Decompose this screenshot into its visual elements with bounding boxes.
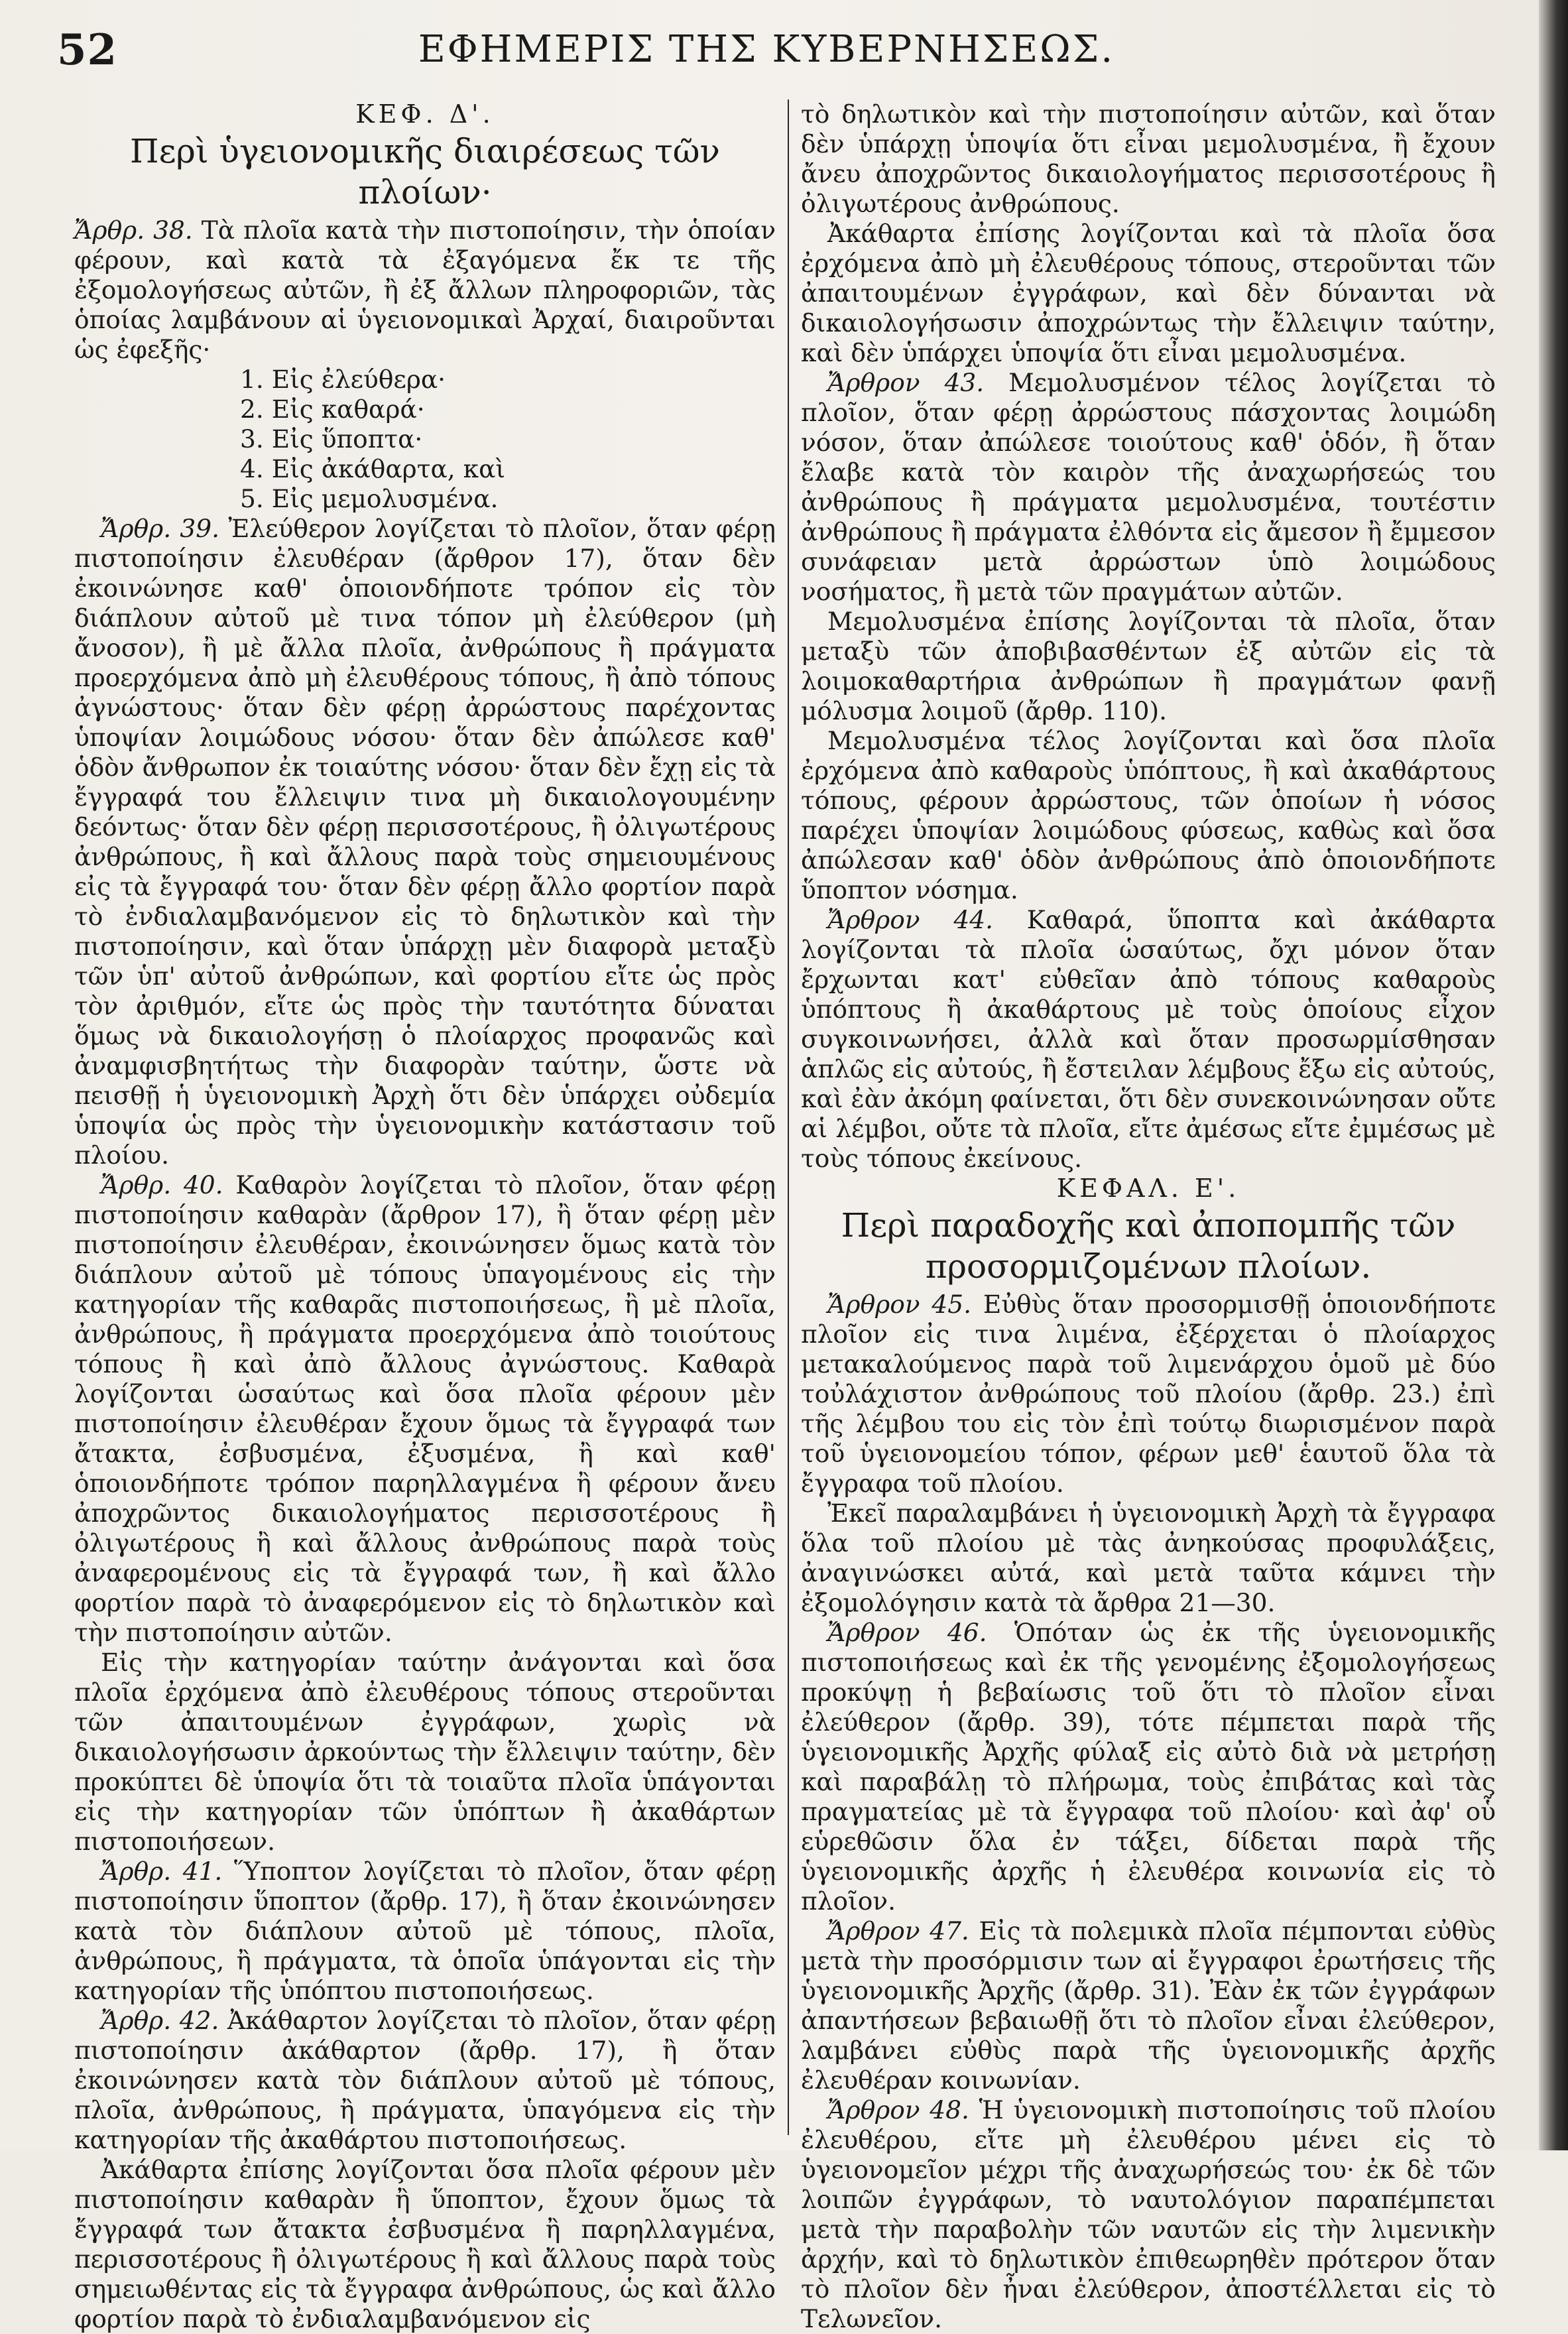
article-label: Ἄρθρον 44. [827,905,993,934]
chapter-title: Περὶ ὑγειονομικῆς διαιρέσεως τῶν πλοίων· [130,132,720,212]
article-46 [801,1618,1496,1916]
chapter-heading: ΚΕΦΑΛ. Ε'. [1056,1174,1240,1203]
paragraph: Μεμολυσμένα τέλος λογίζονται καὶ ὅσα πλοῖα ἐρχόμενα ἀπὸ καθαροὺς ὑπόπτους, ἢ καὶ ἀκαθάρτους τόπους, φέρουν ἀρρώστους, τῶν ὁποίων ἡ νόσος παρέχει ὑποψίαν λοιμώδους φύσεως, καθὼς καὶ ὅσα ἀπώλεσαν καθ' ὁδὸν ἀνθρώπους ἀπὸ ὁποιονδήποτε ὕποπτον νόσημα. [801,726,1496,904]
article-text: Ὁπόταν ὡς ἐκ τῆς ὑγειονομικῆς πιστοποιήσεως καὶ ἐκ τῆς γενομένης ἐξομολογήσεως προκύψῃ ἡ βεβαίωσις τοῦ ὅτι τὸ πλοῖον εἶναι ἐλεύθερον (ἄρθρ. 39), τότε πέμπεται παρὰ τῆς ὑγειονομικῆς Ἀρχῆς φύλαξ εἰς αὐτὸ διὰ νὰ μετρήσῃ καὶ παραβάλῃ τὸ πλήρωμα, τοὺς ἐπιβάτας καὶ τὰς πραγματείας μὲ τὰ ἔγγραφα τοῦ πλοίου· καὶ ἀφ' οὗ εὑρεθῶσιν ὅλα ἐν τάξει, δίδεται παρὰ τῆς ὑγειονομικῆς ἀρχῆς ἡ ἐλευθέρα κοινωνία εἰς τὸ πλοῖον. [801,1618,1496,1916]
article-text: Εὐθὺς ὅταν προσορμισθῇ ὁποιονδήποτε πλοῖον εἰς τινα λιμένα, ἐξέρχεται ὁ πλοίαρχος μετακαλούμενος παρὰ τοῦ λιμενάρχου ὁμοῦ μὲ δύο τοὐλάχιστον ἀνθρώπους τοῦ πλοίου (ἄρθρ. 23.) ἐπὶ τῆς λέμβου του εἰς τὸν ἐπὶ τούτῳ διωρισμένον παρὰ τοῦ ὑγειονομείου τόπον, φέρων μεθ' ἑαυτοῦ ὅλα τὰ ἔγγραφα τοῦ πλοίου. [801,1290,1496,1498]
article-text: Ἐλεύθερον λογίζεται τὸ πλοῖον, ὅταν φέρῃ πιστοποίησιν ἐλευθέραν (ἄρθρον 17), ὅταν δὲν ἐκοινώνησε καθ' ὁποιονδήποτε τρόπον εἰς τὸν διάπλουν αὐτοῦ μὲ τινα τόπον μὴ ἐλεύθερον (μὴ ἄνοσον), ἢ μὲ ἄλλα πλοῖα, ἀνθρώπους ἢ πράγματα προερχόμενα ἀπὸ μὴ ἐλευθέρους τόπους, ἢ ἀπὸ τόπους ἀγνώστους· ὅταν δὲν φέρῃ ἀρρώστους παρέχοντας ὑποψίαν λοιμώδους νόσου· ὅταν δὲν ἀπώλεσε καθ' ὁδὸν ἄνθρωπον ἐκ τοιαύτης νόσου· ὅταν δὲν ἔχῃ εἰς τὰ ἔγγραφά του ἔλλειψιν τινα μὴ δικαιολογουμένην δεόντως· ὅταν δὲν φέρῃ περισσοτέρους, ἢ ὀλιγωτέρους ἀνθρώπους, ἢ καὶ ἄλλους παρὰ τοὺς σημειουμένους εἰς τὰ ἔγγραφά του· ὅταν δὲν φέρῃ ἄλλο φορτίον παρὰ τὸ ἐνδιαλαμβανόμενον εἰς τὸ δηλωτικὸν καὶ τὴν πιστοποίησιν, καὶ ὅταν ὑπάρχῃ μὲν διαφορὰ μεταξὺ τῶν ὑπ' αὐτοῦ ἀνθρώπων, καὶ φορτίου εἴτε ὡς πρὸς τὸν ἀριθμόν, εἴτε ὡς πρὸς τὴν ταυτότητα δύναται ὅμως νὰ δικαιολογήσῃ ὁ πλοίαρχος προφανῶς καὶ ἀναμφισβητήτως τὴν διαφορὰν ταύτην, ὥστε νὰ πεισθῇ ἡ ὑγειονομικὴ Ἀρχὴ ὅτι δὲν ὑπάρχει οὐδεμία ὑποψία ὡς πρὸς τὴν ὑγειονομικὴν κατάστασιν τοῦ πλοίου. [74,514,776,1170]
article-38 [74,215,776,365]
article-41 [74,1857,776,2006]
article-text: Ἡ ὑγειονομικὴ πιστοποίησις τοῦ πλοίου ἐλευθέρου, εἴτε μὴ ἐλευθέρου μένει εἰς τὸ ὑγειονομεῖον μέχρι τῆς ἀναχωρήσεώς του· ἐκ δὲ τῶν λοιπῶν ἐγγράφων, τὸ ναυτολόγιον παραπέμπεται μετὰ τὴν παραβολὴν τῶν ναυτῶν εἰς τὴν λιμενικὴν ἀρχήν, καὶ τὸ δηλωτικὸν ἐπιθεωρηθὲν πρότερον ὅταν τὸ πλοῖον δὲν ἦναι ἐλεύθερον, ἀποστέλλεται εἰς τὸ Τελωνεῖον. [801,2095,1496,2333]
left-column [74,99,776,2333]
running-title: ΕΦΗΜΕΡΙΣ ΤΗΣ ΚΥΒΕΡΝΗΣΕΩΣ. [418,28,1115,71]
list-item: 4. Εἰς ἀκάθαρτα, καὶ [240,454,506,483]
right-column [801,99,1496,2333]
paragraph: Μεμολυσμένα ἐπίσης λογίζονται τὰ πλοῖα, ὅταν μεταξὺ τῶν ἀποβιβασθέντων ἐξ αὐτῶν εἰς τὰ λοιμοκαθαρτήρια ἀνθρώπων ἢ πραγμάτων φανῇ μόλυσμα λοιμοῦ (ἄρθρ. 110). [801,607,1496,725]
paragraph: Εἰς τὴν κατηγορίαν ταύτην ἀνάγονται καὶ ὅσα πλοῖα ἐρχόμενα ἀπὸ ἐλευθέρους τόπους στεροῦνται τῶν ἀπαιτουμένων ἐγγράφων, χωρὶς νὰ δικαιολογήσωσιν ἀρκούντως τὴν ἔλλειψιν ταύτην, δὲν προκύπτει δὲ ὑποψία ὅτι τὰ τοιαῦτα πλοῖα ὑπάγονται εἰς τὴν κατηγορίαν τῶν ὑπόπτων ἢ ἀκαθάρτων πιστοποιήσεων. [74,1648,776,1856]
paragraph: Ἀκάθαρτα ἐπίσης λογίζονται καὶ τὰ πλοῖα ὅσα ἐρχόμενα ἀπὸ μὴ ἐλευθέρους τόπους, στεροῦνται τῶν ἀπαιτουμένων ἐγγράφων, καὶ δὲν δύνανται νὰ δικαιολογήσωσιν ἀποχρώντως τὴν ἔλλειψιν ταύτην, καὶ δὲν ὑπάρχει ὑποψία ὅτι εἶναι μεμολυσμένα. [801,219,1496,367]
article-45 [801,1290,1496,1499]
paragraph: τὸ δηλωτικὸν καὶ τὴν πιστοποίησιν αὐτῶν, καὶ ὅταν δὲν ὑπάρχῃ ὑποψία ὅτι εἶναι μεμολυσμένα, ἢ ἔχουν ἄνευ ἀποχρῶντος δικαιολογήματος περισσοτέρους ἢ ὀλιγωτέρους ἀνθρώπους. [801,99,1496,218]
column-divider [788,99,789,2135]
article-label: Ἄρθρον 46. [827,1618,987,1647]
page-number: 52 [57,25,118,75]
article-label: Ἄρθρ. 38. [74,215,193,245]
article-48 [801,2095,1496,2334]
list-item: 2. Εἰς καθαρά· [240,395,425,424]
paragraph: Ἐκεῖ παραλαμβάνει ἡ ὑγειονομικὴ Ἀρχὴ τὰ ἔγγραφα ὅλα τοῦ πλοίου μὲ τὰς ἀνηκούσας προφυλάξεις, ἀναγινώσκει αὐτά, καὶ μετὰ ταῦτα κάμνει τὴν ἐξομολόγησιν κατὰ τὰ ἄρθρα 21—30. [801,1499,1496,1617]
article-47 [801,1916,1496,2095]
page-header [57,23,1476,95]
article-text: Καθαρὸν λογίζεται τὸ πλοῖον, ὅταν φέρῃ πιστοποίησιν καθαρὰν (ἄρθρον 17), ἢ ὅταν φέρῃ μὲν πιστοποίησιν ἐλευθέραν, ἐκοινώνησεν ὅμως κατὰ τὸν διάπλουν αὐτοῦ μὲ τόπους ὑπαγομένους εἰς τὴν κατηγορίαν τῆς καθαρᾶς πιστοποιήσεως, ἢ μὲ πλοῖα, ἀνθρώπους, ἢ πράγματα προερχόμενα ἀπὸ τοιούτους τόπους ἢ καὶ ἀπὸ ἄλλους ἀγνώστους. Καθαρὰ λογίζονται ὡσαύτως καὶ ὅσα πλοῖα φέρουν μὲν πιστοποίησιν ἐλευθέραν ἔχουν ὅμως τὰ ἔγγραφά των ἄτακτα, ἐσβυσμένα, ἐξυσμένα, ἢ καὶ καθ' ὁποιονδήποτε τρόπον παρηλλαγμένα ἢ φέρουν ἄνευ ἀποχρῶντος δικαιολογήματος περισσοτέρους ἢ ὀλιγωτέρους ἢ καὶ ἄλλους ἀνθρώπους παρὰ τοὺς ἀναφερομένους εἰς τὰ ἔγγραφά των, ἢ καὶ ἄλλο φορτίον παρὰ τὸ ἀναφερόμενον εἰς τὸ δηλωτικὸν καὶ τὴν πιστοποίησιν αὐτῶν. [74,1170,776,1647]
article-label: Ἄρθρον 43. [827,368,985,397]
article-text: Ὕποπτον λογίζεται τὸ πλοῖον, ὅταν φέρῃ πιστοποίησιν ὕποπτον (ἄρθρ. 17), ἢ ὅταν ἐκοινώνησεν κατὰ τὸν διάπλουν αὐτοῦ μὲ τόπους, πλοῖα, ἀνθρώπους, ἢ πράγματα, τὰ ὁποῖα ὑπάγονται εἰς τὴν κατηγορίαν τῆς ὑπόπτου πιστοποιήσεως. [74,1857,776,2005]
book-binding-edge [1539,0,1568,2150]
article-43 [801,368,1496,607]
article-label: Ἄρθρον 47. [827,1916,969,1945]
chapter-title: Περὶ παραδοχῆς καὶ ἀποπομπῆς τῶν προσορμιζομένων πλοίων. [841,1206,1456,1286]
list-item: 3. Εἰς ὕποπτα· [240,424,423,454]
article-text: Εἰς τὰ πολεμικὰ πλοῖα πέμπονται εὐθὺς μετὰ τὴν προσόρμισιν των αἱ ἔγγραφοι ἐρωτήσεις τῆς ὑγειονομικῆς Ἀρχῆς (ἄρθρ. 31). Ἐὰν ἐκ τῶν ἐγγράφων ἀπαντήσεων βεβαιωθῇ ὅτι τὸ πλοῖον εἶναι ἐλεύθερον, λαμβάνει εὐθὺς παρὰ τῆς ὑγειονομικῆς ἀρχῆς ἐλευθέραν κοινωνίαν. [801,1916,1496,2095]
article-42 [74,2006,776,2155]
article-text: Καθαρά, ὕποπτα καὶ ἀκάθαρτα λογίζονται τὰ πλοῖα ὡσαύτως, ὄχι μόνον ὅταν ἔρχωνται κατ' εὐθεῖαν ἀπὸ τόπους καθαροὺς ὑπόπτους ἢ ἀκαθάρτους μὲ τοὺς ὁποίους εἶχον συγκοινωνήσει, ἀλλὰ καὶ ὅταν προσωρμίσθησαν ἁπλῶς εἰς αὐτούς, ἢ ἔστειλαν λέμβους ἔξω εἰς αὐτούς, καὶ ἐὰν ἀκόμη φαίνεται, ὅτι δὲν συνεκοινώνησαν οὔτε αἱ λέμβοι, οὔτε τὰ πλοῖα, εἴτε ἀμέσως εἴτε ἐμμέσως μὲ τοὺς τόπους ἐκείνους. [801,905,1496,1173]
article-label: Ἄρθρ. 40. [101,1170,223,1199]
article-text: Μεμολυσμένον τέλος λογίζεται τὸ πλοῖον, ὅταν φέρῃ ἀρρώστους πάσχοντας λοιμώδη νόσον, ὅταν ἀπώλεσε τοιούτους καθ' ὁδόν, ἢ ὅταν ἔλαβε κατὰ τὸν καιρὸν τῆς ἀναχωρήσεώς του ἀνθρώπους ἢ πράγματα μεμολυσμένα, τουτέστιν ἀνθρώπους ἢ πράγματα ἐλθόντα εἰς ἄμεσον ἢ ἔμμεσον συνάφειαν μετὰ ἀρρώστων ὑπὸ λοιμώδους νοσήματος, ἢ μετὰ τῶν πραγμάτων αὐτῶν. [801,368,1496,606]
article-label: Ἄρθρον 45. [827,1290,972,1319]
chapter-heading: ΚΕΦ. Δ'. [355,99,495,129]
article-label: Ἄρθρον 48. [827,2095,969,2124]
article-text: Τὰ πλοῖα κατὰ τὴν πιστοποίησιν, τὴν ὁποίαν φέρουν, καὶ κατὰ τὰ ἐξαγόμενα ἔκ τε τῆς ἐξομολογήσεως αὐτῶν, ἢ ἐξ ἄλλων πληροφοριῶν, τὰς ὁποίας λαμβάνουν αἱ ὑγειονομικαὶ Ἀρχαί, διαιροῦνται ὡς ἐφεξῆς· [74,215,776,364]
article-label: Ἄρθρ. 39. [101,514,220,543]
article-44 [801,905,1496,1174]
paragraph: Ἀκάθαρτα ἐπίσης λογίζονται ὅσα πλοῖα φέρουν μὲν πιστοποίησιν καθαρὰν ἢ ὕποπτον, ἔχουν ὅμως τὰ ἔγγραφά των ἄτακτα ἐσβυσμένα ἢ παρηλλαγμένα, περισσοτέρους ἢ ὀλιγωτέρους ἢ καὶ ἄλλους παρὰ τοὺς σημειωθέντας εἰς τὰ ἔγγραφα ἀνθρώπους, ὡς καὶ ἄλλο φορτίον παρὰ τὸ ἐνδιαλαμβανόμενον εἰς [74,2155,776,2333]
article-text: Ἀκάθαρτον λογίζεται τὸ πλοῖον, ὅταν φέρῃ πιστοποίησιν ἀκάθαρτον (ἄρθρ. 17), ἢ ὅταν ἐκοινώνησεν κατὰ τὸν διάπλουν αὐτοῦ μὲ τόπους, πλοῖα, ἀνθρώπους, ἢ πράγματα, ὑπαγόμενα εἰς τὴν κατηγορίαν τῆς ἀκαθάρτου πιστοποιήσεως. [74,2006,776,2154]
list-item: 1. Εἰς ἐλεύθερα· [240,365,446,394]
article-40 [74,1170,776,1648]
article-label: Ἄρθρ. 41. [101,1857,223,1886]
list-item: 5. Εἰς μεμολυσμένα. [240,484,499,513]
article-label: Ἄρθρ. 42. [101,2006,219,2035]
article-39 [74,514,776,1170]
